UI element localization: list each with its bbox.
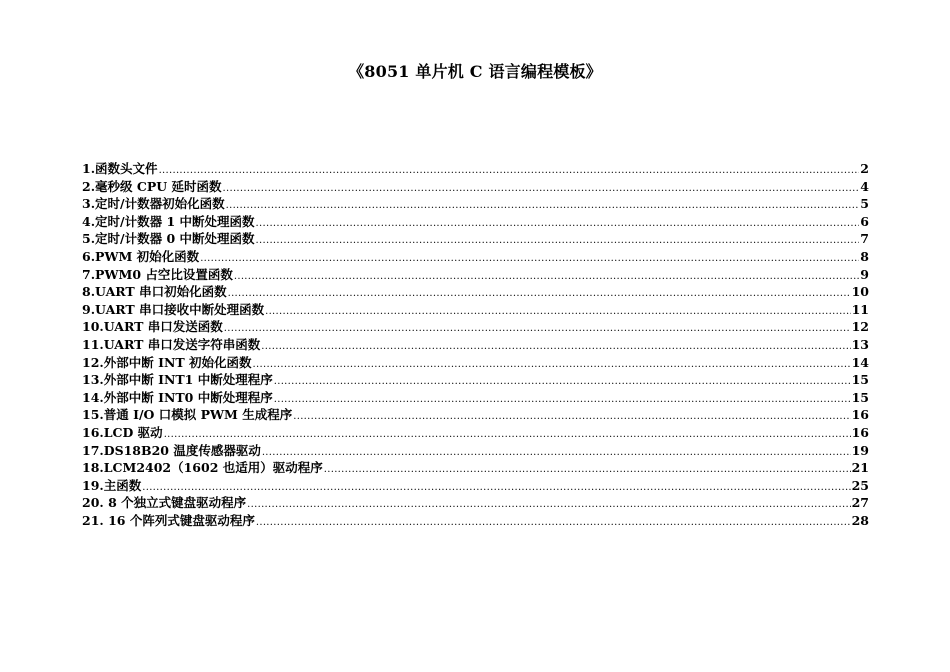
toc-page-number: 11: [851, 301, 869, 317]
toc-page-number: 2: [860, 161, 869, 176]
toc-entry[interactable]: [82, 512, 869, 530]
toc-entry[interactable]: [82, 248, 869, 266]
toc-entry[interactable]: [82, 442, 869, 460]
toc-dot-leader: [226, 197, 860, 215]
toc-entry-label: 1.函数头文件: [82, 161, 158, 176]
toc-page-number: 6: [860, 213, 869, 229]
toc-entry[interactable]: [82, 266, 869, 284]
toc-page-number: 13: [851, 336, 869, 352]
toc-entry-label: 21. 16 个阵列式键盘驱动程序: [82, 512, 255, 528]
toc-page-number: 12: [851, 319, 869, 335]
toc-entry[interactable]: [82, 301, 869, 319]
toc-dot-leader: [293, 408, 850, 426]
toc-dot-leader: [261, 338, 850, 356]
toc-entry-label: 12.外部中断 INT 初始化函数: [82, 354, 252, 370]
toc-dot-leader: [234, 268, 859, 286]
toc-page-number: 5: [860, 196, 869, 212]
toc-entry-label: 7.PWM0 占空比设置函数: [82, 266, 233, 282]
toc-page-number: 8: [860, 248, 869, 264]
toc-dot-leader: [274, 391, 851, 409]
toc-entry[interactable]: [82, 389, 869, 407]
toc-page-number: 19: [851, 442, 869, 458]
toc-page-number: 16: [851, 407, 869, 423]
toc-entry[interactable]: [82, 371, 869, 389]
toc-entry-label: 20. 8 个独立式键盘驱动程序: [82, 495, 247, 511]
toc-entry-label: 19.主函数: [82, 477, 142, 493]
toc-entry[interactable]: [82, 406, 869, 424]
toc-page-number: 15: [851, 389, 869, 405]
toc-dot-leader: [247, 496, 850, 514]
toc-entry-label: 4.定时/计数器 1 中断处理函数: [82, 213, 255, 229]
toc-entry[interactable]: [82, 336, 869, 354]
toc-dot-leader: [223, 180, 860, 198]
toc-page-number: 4: [860, 178, 869, 194]
toc-page-number: 16: [851, 424, 869, 440]
toc-entry-label: 10.UART 串口发送函数: [82, 319, 223, 335]
toc-entry[interactable]: [82, 494, 869, 512]
toc-entry[interactable]: [82, 283, 869, 301]
toc-dot-leader: [256, 215, 860, 233]
toc-page-number: 15: [851, 372, 869, 388]
toc-page-number: 25: [851, 477, 869, 493]
toc-entry[interactable]: [82, 459, 869, 477]
document-title: 《8051 单片机 C 语言编程模板》: [348, 62, 602, 81]
toc-dot-leader: [274, 373, 851, 391]
toc-dot-leader: [265, 303, 851, 321]
toc-entry-label: 3.定时/计数器初始化函数: [82, 196, 225, 212]
toc-entry-label: 13.外部中断 INT1 中断处理程序: [82, 372, 273, 388]
toc-page-number: 14: [851, 354, 869, 370]
toc-entry[interactable]: [82, 424, 869, 442]
toc-entry[interactable]: [82, 213, 869, 231]
toc-entry[interactable]: [82, 354, 869, 372]
toc-entry-label: 8.UART 串口初始化函数: [82, 284, 227, 300]
toc-entry-label: 11.UART 串口发送字符串函数: [82, 336, 261, 352]
toc-entry-label: 5.定时/计数器 0 中断处理函数: [82, 231, 255, 247]
toc-page-number: 28: [851, 512, 869, 528]
table-of-contents: [82, 160, 869, 529]
toc-page-number: 9: [860, 266, 869, 282]
toc-page-number: 27: [851, 495, 869, 511]
toc-dot-leader: [164, 426, 851, 444]
toc-entry-label: 17.DS18B20 温度传感器驱动: [82, 442, 261, 458]
toc-dot-leader: [228, 285, 851, 303]
toc-dot-leader: [200, 250, 859, 268]
toc-entry-label: 15.普通 I/O 口模拟 PWM 生成程序: [82, 407, 293, 423]
toc-entry[interactable]: [82, 318, 869, 336]
toc-entry[interactable]: [82, 160, 869, 178]
toc-dot-leader: [159, 162, 860, 180]
toc-dot-leader: [253, 356, 851, 374]
toc-entry[interactable]: [82, 477, 869, 495]
toc-dot-leader: [262, 444, 851, 462]
toc-page-number: 21: [851, 460, 869, 476]
toc-dot-leader: [224, 320, 851, 338]
toc-entry[interactable]: [82, 195, 869, 213]
toc-dot-leader: [324, 461, 851, 479]
toc-entry-label: 9.UART 串口接收中断处理函数: [82, 301, 265, 317]
toc-entry[interactable]: [82, 178, 869, 196]
toc-dot-leader: [256, 232, 860, 250]
toc-entry-label: 2.毫秒级 CPU 延时函数: [82, 178, 222, 194]
toc-entry-label: 6.PWM 初始化函数: [82, 248, 200, 264]
toc-entry-label: 18.LCM2402（1602 也适用）驱动程序: [82, 460, 323, 476]
toc-dot-leader: [256, 514, 851, 532]
toc-entry-label: 14.外部中断 INT0 中断处理程序: [82, 389, 273, 405]
toc-page-number: 7: [860, 231, 869, 247]
toc-entry[interactable]: [82, 230, 869, 248]
toc-page-number: 10: [851, 284, 869, 300]
toc-entry-label: 16.LCD 驱动: [82, 424, 163, 440]
toc-dot-leader: [142, 479, 850, 497]
